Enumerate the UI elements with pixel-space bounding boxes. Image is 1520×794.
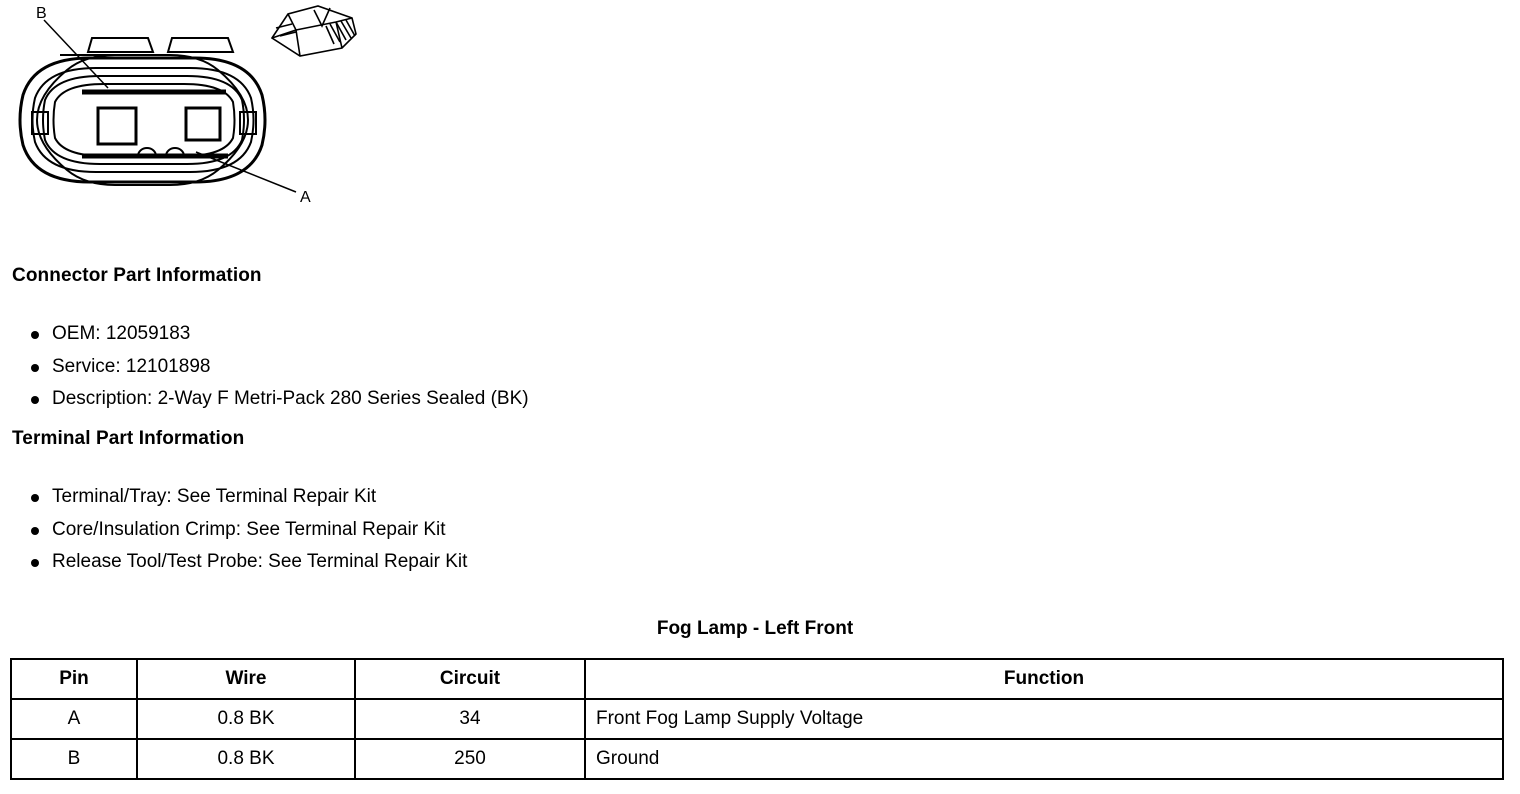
cell-function: Front Fog Lamp Supply Voltage — [585, 699, 1503, 739]
column-header-pin: Pin — [11, 659, 137, 699]
pin-table — [10, 658, 1504, 780]
pin-table-title: Fog Lamp - Left Front — [656, 618, 854, 639]
callout-label-b: B — [36, 5, 47, 22]
cell-circuit: 250 — [355, 739, 585, 779]
list-item: Terminal/Tray: See Terminal Repair Kit — [22, 481, 467, 514]
callout-label-a: A — [300, 189, 311, 206]
connector-diagram — [0, 0, 420, 230]
terminal-part-information-heading: Terminal Part Information — [12, 428, 245, 449]
column-header-circuit: Circuit — [355, 659, 585, 699]
cell-pin: A — [11, 699, 137, 739]
cell-circuit: 34 — [355, 699, 585, 739]
connector-part-information-heading: Connector Part Information — [12, 265, 262, 286]
cell-wire: 0.8 BK — [137, 739, 355, 779]
terminal-part-information-list — [22, 481, 467, 579]
list-item: Description: 2-Way F Metri-Pack 280 Series Sealed (BK) — [22, 383, 529, 416]
cell-pin: B — [11, 739, 137, 779]
cell-function: Ground — [585, 739, 1503, 779]
cell-wire: 0.8 BK — [137, 699, 355, 739]
connector-part-information-list — [22, 318, 529, 416]
table-row — [11, 699, 1503, 739]
table-header-row — [11, 659, 1503, 699]
list-item: Core/Insulation Crimp: See Terminal Repair Kit — [22, 514, 467, 547]
column-header-function: Function — [585, 659, 1503, 699]
list-item: Service: 12101898 — [22, 351, 529, 384]
column-header-wire: Wire — [137, 659, 355, 699]
list-item: OEM: 12059183 — [22, 318, 529, 351]
list-item: Release Tool/Test Probe: See Terminal Repair Kit — [22, 546, 467, 579]
table-row — [11, 739, 1503, 779]
